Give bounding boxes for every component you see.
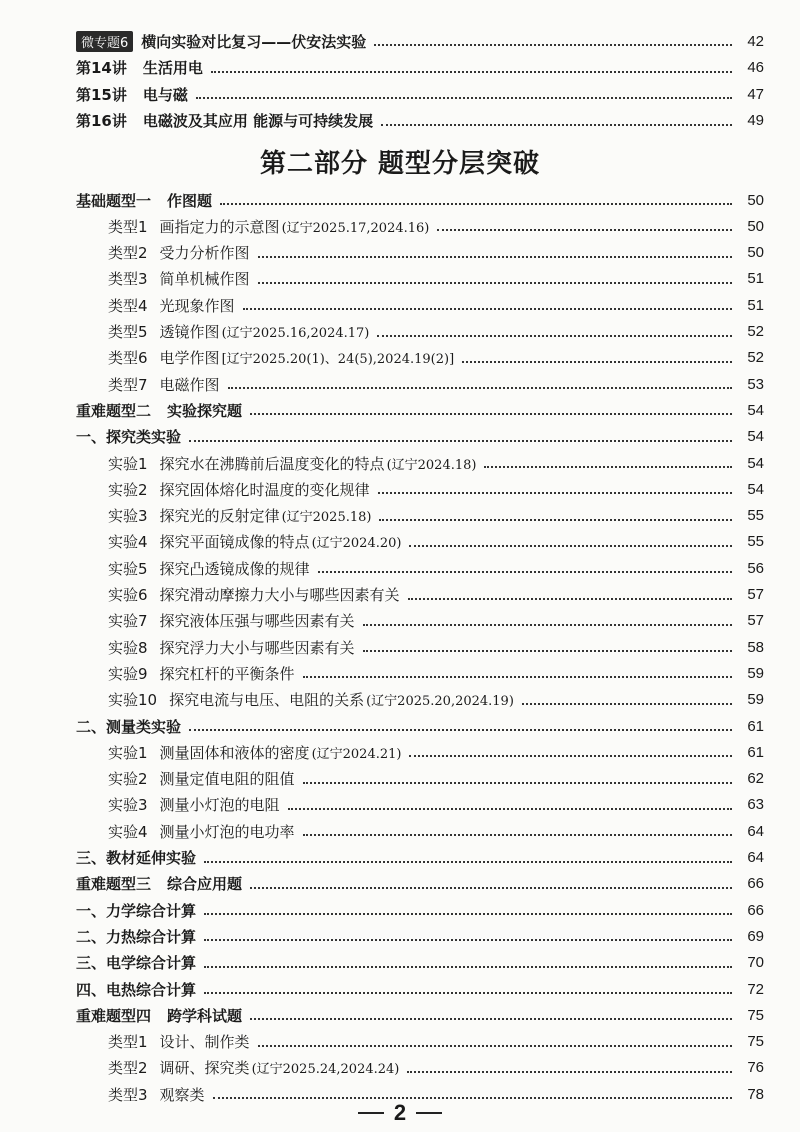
entry-title: 探究杠杆的平衡条件 xyxy=(159,664,295,683)
dot-leader xyxy=(250,887,732,889)
dot-leader xyxy=(220,203,732,205)
entry-prefix: 实验6 xyxy=(108,586,148,604)
entry-note: (辽宁2024.18) xyxy=(386,457,477,473)
entry-title: 光现象作图 xyxy=(159,296,235,315)
entry-title: 探究平面镜成像的特点 xyxy=(159,533,310,552)
entry-label xyxy=(76,31,366,52)
dot-leader xyxy=(204,966,732,968)
entry-page: 56 xyxy=(747,559,764,577)
entry-page: 54 xyxy=(747,428,764,446)
page-number: 2 xyxy=(393,1100,407,1125)
entry-label xyxy=(76,926,196,947)
entry-title: 探究凸透镜成像的规律 xyxy=(159,559,310,578)
entry-page: 57 xyxy=(747,586,764,603)
toc-item xyxy=(0,292,800,318)
entry-page: 62 xyxy=(747,770,764,788)
entry-page: 55 xyxy=(747,533,764,551)
entry-title: 探究电流与电压、电阻的关系 xyxy=(169,691,365,710)
entry-prefix: 实验3 xyxy=(108,507,148,526)
entry-title: 探究液体压强与哪些因素有关 xyxy=(159,612,355,631)
toc-item xyxy=(0,371,800,397)
entry-label xyxy=(108,558,310,579)
toc-entry xyxy=(0,55,800,81)
entry-title: 三、电学综合计算 xyxy=(76,954,197,973)
dot-leader xyxy=(250,1018,732,1020)
entry-page: 61 xyxy=(747,743,764,761)
entry-label xyxy=(76,979,196,1000)
entry-label xyxy=(76,873,242,894)
entry-prefix: 实验1 xyxy=(108,743,148,762)
entry-label xyxy=(108,768,295,789)
dot-leader xyxy=(204,992,732,994)
entry-page: 51 xyxy=(747,270,764,288)
toc-item xyxy=(0,766,800,792)
entry-label xyxy=(76,426,181,447)
toc-item xyxy=(0,213,800,239)
entry-title: 跨学科试题 xyxy=(167,1006,243,1025)
dot-leader xyxy=(374,44,732,46)
entry-title: 二、测量类实验 xyxy=(76,717,182,736)
dot-leader xyxy=(378,492,732,494)
entry-title: 简单机械作图 xyxy=(159,270,250,289)
subsection-heading xyxy=(0,950,800,976)
entry-prefix: 第14讲 xyxy=(76,59,127,77)
entry-prefix: 重难题型三 xyxy=(76,875,152,894)
entry-prefix: 类型3 xyxy=(108,1085,148,1104)
dot-leader xyxy=(258,256,732,258)
entry-page: 55 xyxy=(747,507,764,525)
section-heading xyxy=(0,1002,800,1028)
topic-badge: 微专题6 xyxy=(76,31,133,52)
entry-prefix: 类型4 xyxy=(108,296,148,315)
dot-leader xyxy=(484,466,732,468)
entry-page: 69 xyxy=(747,927,764,945)
entry-title: 横向实验对比复习——伏安法实验 xyxy=(141,32,367,51)
entry-note: (辽宁2024.21) xyxy=(311,746,402,762)
entry-page: 72 xyxy=(747,980,764,998)
dot-leader xyxy=(377,335,732,337)
entry-page: 49 xyxy=(747,112,764,129)
entry-prefix: 实验9 xyxy=(108,664,148,683)
entry-label xyxy=(108,689,514,710)
entry-prefix: 类型6 xyxy=(108,349,148,368)
entry-prefix: 重难题型四 xyxy=(76,1006,152,1025)
toc-item xyxy=(0,660,800,686)
entry-page: 75 xyxy=(747,1033,764,1051)
toc-item xyxy=(0,608,800,634)
toc-entry xyxy=(0,108,800,134)
entry-note: [辽宁2025.20(1)、24(5),2024.19(2)] xyxy=(221,352,455,368)
entry-title: 设计、制作类 xyxy=(159,1033,250,1052)
toc-item xyxy=(0,240,800,266)
entry-prefix: 实验2 xyxy=(108,770,148,789)
toc-entry xyxy=(0,28,800,54)
toc-item xyxy=(0,1055,800,1081)
section-heading xyxy=(0,187,800,213)
toc-item xyxy=(0,818,800,844)
entry-page: 52 xyxy=(747,323,764,340)
entry-title: 探究固体熔化时温度的变化规律 xyxy=(159,480,370,499)
entry-label xyxy=(108,374,220,395)
entry-label xyxy=(76,716,181,737)
dot-leader xyxy=(189,440,732,442)
entry-label xyxy=(108,268,250,289)
entry-title: 电学作图 xyxy=(159,349,220,368)
entry-page: 66 xyxy=(747,901,764,919)
entry-title: 测量定值电阻的阻值 xyxy=(159,770,295,789)
dot-leader xyxy=(522,703,732,705)
entry-label xyxy=(108,295,235,316)
dot-leader xyxy=(409,755,732,757)
dot-leader xyxy=(189,729,732,731)
toc-item xyxy=(0,345,800,371)
entry-title: 电磁波及其应用 能源与可持续发展 xyxy=(142,112,374,130)
toc-item xyxy=(0,634,800,660)
entry-title: 测量固体和液体的密度 xyxy=(159,743,310,762)
toc-item xyxy=(0,319,800,345)
toc-item xyxy=(0,687,800,713)
dot-leader xyxy=(196,97,732,99)
toc-item xyxy=(0,739,800,765)
entry-page: 63 xyxy=(747,796,764,814)
entry-label xyxy=(108,216,429,237)
toc-item xyxy=(0,450,800,476)
entry-prefix: 实验1 xyxy=(108,454,148,473)
entry-title: 探究水在沸腾前后温度变化的特点 xyxy=(159,454,385,473)
entry-prefix: 类型1 xyxy=(108,217,148,236)
entry-title: 测量小灯泡的电功率 xyxy=(159,822,295,841)
entry-title: 四、电热综合计算 xyxy=(76,980,197,999)
toc-item xyxy=(0,503,800,529)
entry-label xyxy=(108,479,370,500)
entry-prefix: 实验5 xyxy=(108,559,148,578)
entry-title: 电与磁 xyxy=(142,85,188,104)
entry-label xyxy=(108,1057,399,1078)
subsection-heading xyxy=(0,424,800,450)
entry-title: 测量小灯泡的电阻 xyxy=(159,796,280,815)
dot-leader xyxy=(204,939,732,941)
entry-page: 54 xyxy=(747,401,764,419)
entry-label xyxy=(76,900,196,921)
entry-title: 探究浮力大小与哪些因素有关 xyxy=(159,638,355,657)
dot-leader xyxy=(303,782,732,784)
entry-page: 51 xyxy=(747,296,764,314)
toc-item xyxy=(0,792,800,818)
entry-title: 实验探究题 xyxy=(167,401,243,420)
entry-prefix: 实验4 xyxy=(108,533,148,552)
entry-page: 66 xyxy=(747,875,764,893)
entry-title: 生活用电 xyxy=(142,59,203,77)
entry-page: 78 xyxy=(747,1085,764,1103)
entry-page: 50 xyxy=(747,191,764,209)
subsection-heading xyxy=(0,845,800,871)
entry-prefix: 实验3 xyxy=(108,796,148,815)
entry-prefix: 类型3 xyxy=(108,270,148,289)
section-heading xyxy=(0,397,800,423)
dot-leader xyxy=(407,1071,732,1073)
entry-prefix: 类型5 xyxy=(108,323,148,341)
entry-label xyxy=(76,952,196,973)
entry-title: 探究光的反射定律 xyxy=(159,507,280,526)
entry-title: 调研、探究类 xyxy=(159,1059,250,1078)
entry-prefix: 类型1 xyxy=(108,1033,148,1052)
entry-page: 59 xyxy=(747,664,764,682)
entry-note: (辽宁2025.18) xyxy=(281,510,372,526)
entry-label xyxy=(76,110,373,131)
entry-label xyxy=(108,610,355,631)
dot-leader xyxy=(462,361,732,363)
entry-label xyxy=(76,400,242,421)
entry-title: 画指定力的示意图 xyxy=(159,217,280,236)
dot-leader xyxy=(437,229,732,231)
toc-item xyxy=(0,582,800,608)
entry-prefix: 重难题型二 xyxy=(76,401,152,420)
entry-label xyxy=(108,821,295,842)
entry-title: 一、探究类实验 xyxy=(76,428,182,447)
subsection-heading xyxy=(0,976,800,1002)
entry-title: 作图题 xyxy=(167,191,213,210)
entry-prefix: 类型7 xyxy=(108,375,148,394)
entry-prefix: 基础题型一 xyxy=(76,191,152,210)
entry-label xyxy=(108,321,369,342)
entry-prefix: 实验10 xyxy=(108,691,158,710)
entry-page: 54 xyxy=(747,454,764,472)
entry-title: 观察类 xyxy=(159,1085,205,1104)
entry-prefix: 实验7 xyxy=(108,612,148,631)
entry-title: 二、力热综合计算 xyxy=(76,927,197,946)
dot-leader xyxy=(408,598,732,600)
dot-leader xyxy=(363,650,732,652)
dot-leader xyxy=(381,124,732,126)
entry-label xyxy=(108,347,454,368)
entry-label xyxy=(108,794,280,815)
dot-leader xyxy=(258,282,732,284)
entry-label xyxy=(76,57,203,78)
entry-page: 53 xyxy=(747,375,764,393)
entry-page: 58 xyxy=(747,638,764,656)
dot-leader xyxy=(211,71,732,73)
toc-item xyxy=(0,555,800,581)
dot-leader xyxy=(303,676,732,678)
dot-leader xyxy=(288,808,732,810)
subsection-heading xyxy=(0,897,800,923)
entry-page: 46 xyxy=(747,59,764,76)
entry-page: 75 xyxy=(747,1006,764,1024)
section-heading xyxy=(0,871,800,897)
entry-label xyxy=(76,190,212,211)
entry-title: 一、力学综合计算 xyxy=(76,901,197,920)
entry-page: 59 xyxy=(747,691,764,709)
entry-title: 透镜作图 xyxy=(159,323,220,341)
toc-item xyxy=(0,529,800,555)
entry-prefix: 实验8 xyxy=(108,638,148,657)
entry-label xyxy=(108,663,295,684)
entry-page: 54 xyxy=(747,480,764,498)
subsection-heading xyxy=(0,713,800,739)
entry-page: 47 xyxy=(747,85,764,103)
entry-page: 76 xyxy=(747,1059,764,1077)
entry-title: 受力分析作图 xyxy=(159,244,250,263)
footer-dash-right xyxy=(416,1112,442,1114)
entry-label xyxy=(76,84,188,105)
toc-item xyxy=(0,266,800,292)
entry-prefix: 第15讲 xyxy=(76,85,127,104)
entry-page: 64 xyxy=(747,849,764,866)
entry-prefix: 第16讲 xyxy=(76,112,127,130)
dot-leader xyxy=(363,624,732,626)
dot-leader xyxy=(243,308,732,310)
entry-page: 42 xyxy=(747,32,764,50)
dot-leader xyxy=(409,545,732,547)
entry-note: (辽宁2025.24,2024.24) xyxy=(251,1062,400,1078)
dot-leader xyxy=(303,834,732,836)
dot-leader xyxy=(213,1097,732,1099)
entry-prefix: 实验2 xyxy=(108,480,148,499)
entry-label xyxy=(76,847,196,868)
entry-note: (辽宁2025.17,2024.16) xyxy=(281,220,430,236)
entry-page: 50 xyxy=(747,244,764,262)
entry-label xyxy=(108,531,401,552)
entry-label xyxy=(108,1031,250,1052)
entry-page: 52 xyxy=(747,349,764,367)
entry-label xyxy=(108,242,250,263)
dot-leader xyxy=(228,387,732,389)
subsection-heading xyxy=(0,923,800,949)
dot-leader xyxy=(204,913,732,915)
entry-prefix: 类型2 xyxy=(108,1059,148,1078)
entry-label xyxy=(108,453,476,474)
entry-page: 57 xyxy=(747,612,764,630)
entry-label xyxy=(108,637,355,658)
dot-leader xyxy=(204,861,732,863)
dot-leader xyxy=(379,519,732,521)
dot-leader xyxy=(258,1045,732,1047)
entry-page: 50 xyxy=(747,217,764,235)
toc-item xyxy=(0,1029,800,1055)
entry-page: 61 xyxy=(747,717,764,735)
entry-label xyxy=(108,505,371,526)
entry-note: (辽宁2025.16,2024.17) xyxy=(221,326,370,341)
entry-prefix: 实验4 xyxy=(108,822,148,841)
dot-leader xyxy=(250,413,732,415)
entry-page: 70 xyxy=(747,954,764,972)
entry-note: (辽宁2024.20) xyxy=(311,536,402,552)
entry-title: 三、教材延伸实验 xyxy=(76,849,197,867)
footer-dash-left xyxy=(358,1112,384,1114)
page-footer xyxy=(0,1100,800,1126)
entry-label xyxy=(108,742,401,763)
entry-label xyxy=(76,1005,242,1026)
entry-title: 电磁作图 xyxy=(159,375,220,394)
entry-page: 64 xyxy=(747,822,764,840)
entry-label xyxy=(108,584,400,605)
entry-title: 综合应用题 xyxy=(167,875,243,894)
entry-prefix: 类型2 xyxy=(108,244,148,263)
dot-leader xyxy=(318,571,732,573)
toc-item xyxy=(0,476,800,502)
entry-title: 探究滑动摩擦力大小与哪些因素有关 xyxy=(159,586,400,604)
toc-entry xyxy=(0,81,800,107)
entry-note: (辽宁2025.20,2024.19) xyxy=(366,694,514,710)
part-heading: 第二部分 题型分层突破 xyxy=(259,149,541,179)
